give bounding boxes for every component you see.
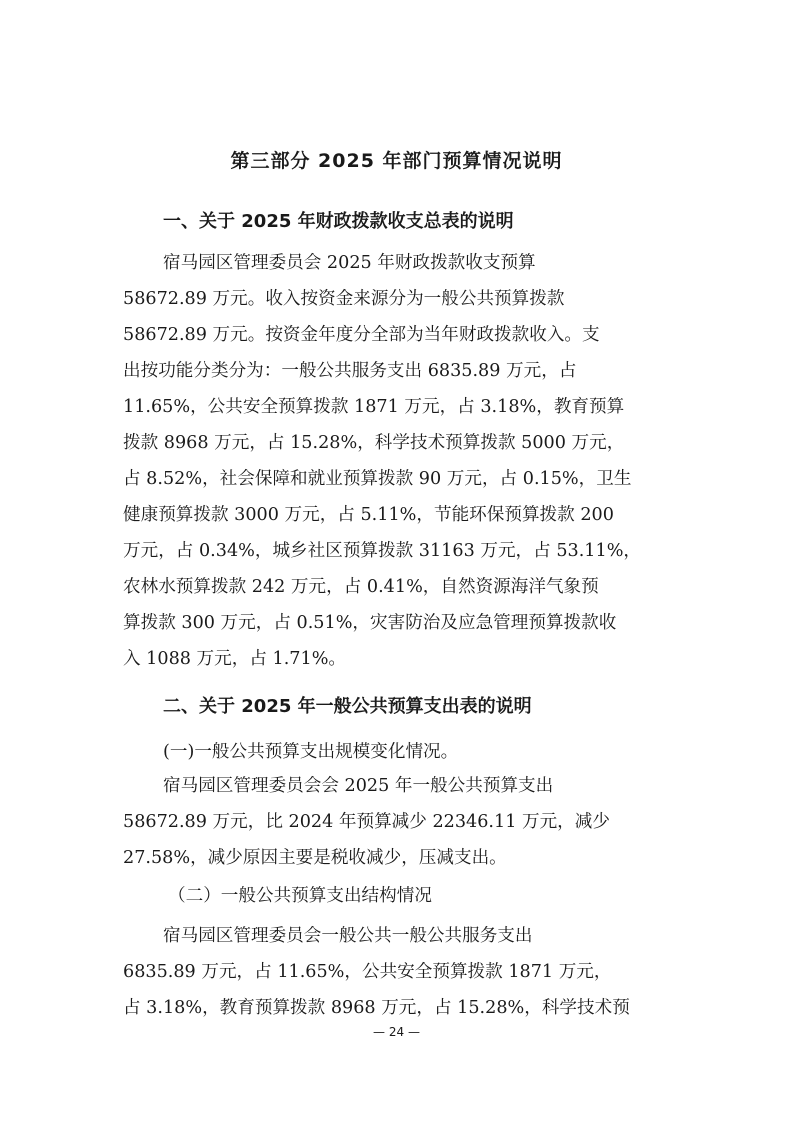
subsection1-title: (一)一般公共预算支出规模变化情况。: [163, 742, 459, 762]
text-line: 算拨款 300 万元，占 0.51%，灾害防治及应急管理预算拨款收: [123, 613, 617, 633]
section2-paragraph2: [123, 918, 683, 1026]
text-line: 健康预算拨款 3000 万元，占 5.11%，节能环保预算拨款 200: [123, 505, 614, 525]
text-line: 11.65%，公共安全预算拨款 1871 万元，占 3.18%，教育预算: [123, 397, 625, 417]
text-line: 占 3.18%，教育预算拨款 8968 万元，占 15.28%，科学技术预: [123, 998, 630, 1018]
page-number: — 24 —: [373, 1025, 420, 1039]
text-line: 宿马园区管理委员会一般公共一般公共服务支出: [163, 926, 533, 946]
section2-paragraph1: [123, 768, 683, 876]
text-line: 6835.89 万元，占 11.65%，公共安全预算拨款 1871 万元，: [123, 962, 612, 982]
section1-heading: 一、关于 2025 年财政拨款收支总表的说明: [163, 211, 514, 232]
text-line: 出按功能分类分为：一般公共服务支出 6835.89 万元，占: [123, 361, 577, 381]
text-line: 宿马园区管理委员会 2025 年财政拨款收支预算: [163, 253, 536, 273]
subsection2-title: （二）一般公共预算支出结构情况: [168, 886, 432, 906]
page-title: 第三部分 2025 年部门预算情况说明: [230, 150, 563, 172]
section2-heading: 二、关于 2025 年一般公共预算支出表的说明: [163, 696, 532, 717]
text-line: 58672.89 万元，比 2024 年预算减少 22346.11 万元，减少: [123, 812, 610, 832]
text-line: 占 8.52%，社会保障和就业预算拨款 90 万元，占 0.15%，卫生: [123, 469, 632, 489]
text-line: 入 1088 万元，占 1.71%。: [123, 649, 347, 669]
text-line: 27.58%，减少原因主要是税收减少，压减支出。: [123, 848, 507, 868]
section1-paragraph: [123, 245, 683, 677]
text-line: 万元，占 0.34%，城乡社区预算拨款 31163 万元，占 53.11%，: [123, 541, 642, 561]
text-line: 58672.89 万元。按资金年度分全部为当年财政拨款收入。支: [123, 325, 600, 345]
text-line: 58672.89 万元。收入按资金来源分为一般公共预算拨款: [123, 289, 565, 309]
text-line: 农林水预算拨款 242 万元，占 0.41%，自然资源海洋气象预: [123, 577, 599, 597]
text-line: 拨款 8968 万元，占 15.28%，科学技术预算拨款 5000 万元，: [123, 433, 625, 453]
text-line: 宿马园区管理委员会会 2025 年一般公共预算支出: [163, 776, 554, 796]
